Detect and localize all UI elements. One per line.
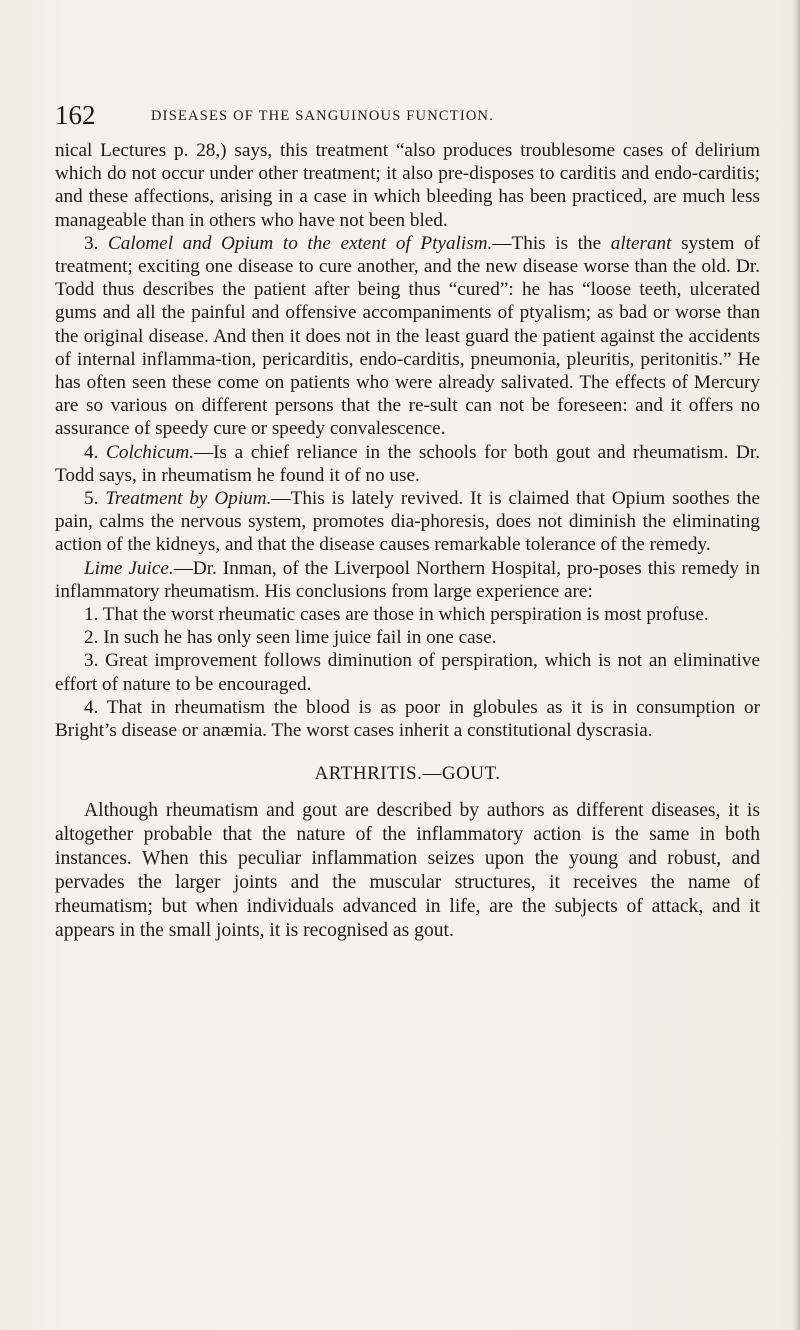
term-alterant: alterant [610, 232, 672, 254]
item-number: 4. [84, 441, 99, 463]
list-item: 4. That in rheumatism the blood is as poor in globules as it is in consumption or Bright’s disease or anæmia. The worst cases inherit a constitutional dyscrasia. [55, 696, 760, 742]
paragraph-continuation: nical Lectures p. 28,) says, this treatment “also produces troublesome cases of delirium which do not occur under other treatment; it also pre-disposes to carditis and endo-carditis; and these affections, arising in a case in which bleeding has been practiced, are much less manageable than in others who have not been bled. [55, 140, 760, 231]
paragraph-calomel [55, 232, 760, 441]
section-title-lime-juice: Lime Juice. [84, 557, 174, 579]
list-item: 3. Great improvement follows diminution of perspiration, which is not an eliminative effort of nature to be encouraged. [55, 650, 760, 695]
item-number: 3. [84, 232, 99, 254]
page-edge-shadow [792, 0, 800, 1330]
page-number: 162 [55, 100, 96, 130]
paragraph-text: —This is lately revived. It is claimed that Opium soothes the pain, calms the nervous system, promotes dia-phoresis, does not diminish the eliminating action of the kidneys, and that the disease causes remarkable tolerance of the remedy. [55, 488, 760, 556]
paragraph-text: —This is the [492, 232, 602, 254]
paragraph-text: system of treatment; exciting one disease to cure another, and the new disease worse than the old. Dr. Todd thus describes the patient after being thus “cured”: he has “loose teeth, ulcerated gums and all the painful and offensive accompaniments of ptyalism; as bad or worse than the original disease. And then it does not in the least guard the patient against the accidents of internal inflamma-tion, pericarditis, endo-carditis, pneumonia, pleuritis, peritonitis.” He has often seen these come on patients who were already salivated. The effects of Mercury are so various on different persons that the re-sult can not be foreseen: and it offers no assurance of speedy cure or speedy convalescence. [55, 232, 760, 440]
section-heading: ARTHRITIS.—GOUT. [314, 763, 501, 785]
item-number: 5. [84, 488, 99, 510]
paragraph-colchicum [55, 441, 760, 487]
paragraph-text: —Is a chief reliance in the schools for both gout and rheumatism. Dr. Todd says, in rheumatism he found it of no use. [55, 441, 761, 486]
page-body [55, 139, 760, 943]
list-item: 2. In such he has only seen lime juice fail in one case. [84, 627, 497, 649]
paragraph-lime-juice [55, 557, 760, 603]
paragraph-gout: Although rheumatism and gout are described by authors as different diseases, it is altogether probable that the nature of the inflammatory action is the same in both instances. When this peculiar inflammation seizes upon the young and robust, and pervades the larger joints and the muscular structures, it receives the name of rheumatism; but when individuals advanced in life, are the subjects of attack, and it appears in the small joints, it is recognised as gout. [55, 800, 760, 942]
paragraph-text: —Dr. Inman, of the Liverpool Northern Hospital, pro-poses this remedy in inflammatory rheumatism. His conclusions from large experience are: [55, 557, 760, 602]
list-item: 1. That the worst rheumatic cases are those in which perspiration is most profuse. [84, 604, 709, 626]
running-head: DISEASES OF THE SANGUINOUS FUNCTION. [151, 108, 495, 124]
page-header [55, 100, 755, 128]
paragraph-opium [55, 487, 760, 557]
section-title-opium: Treatment by Opium. [105, 488, 272, 510]
section-title-colchicum: Colchicum. [106, 441, 194, 463]
section-title-calomel: Calomel and Opium to the extent of Ptyalism. [108, 232, 493, 254]
